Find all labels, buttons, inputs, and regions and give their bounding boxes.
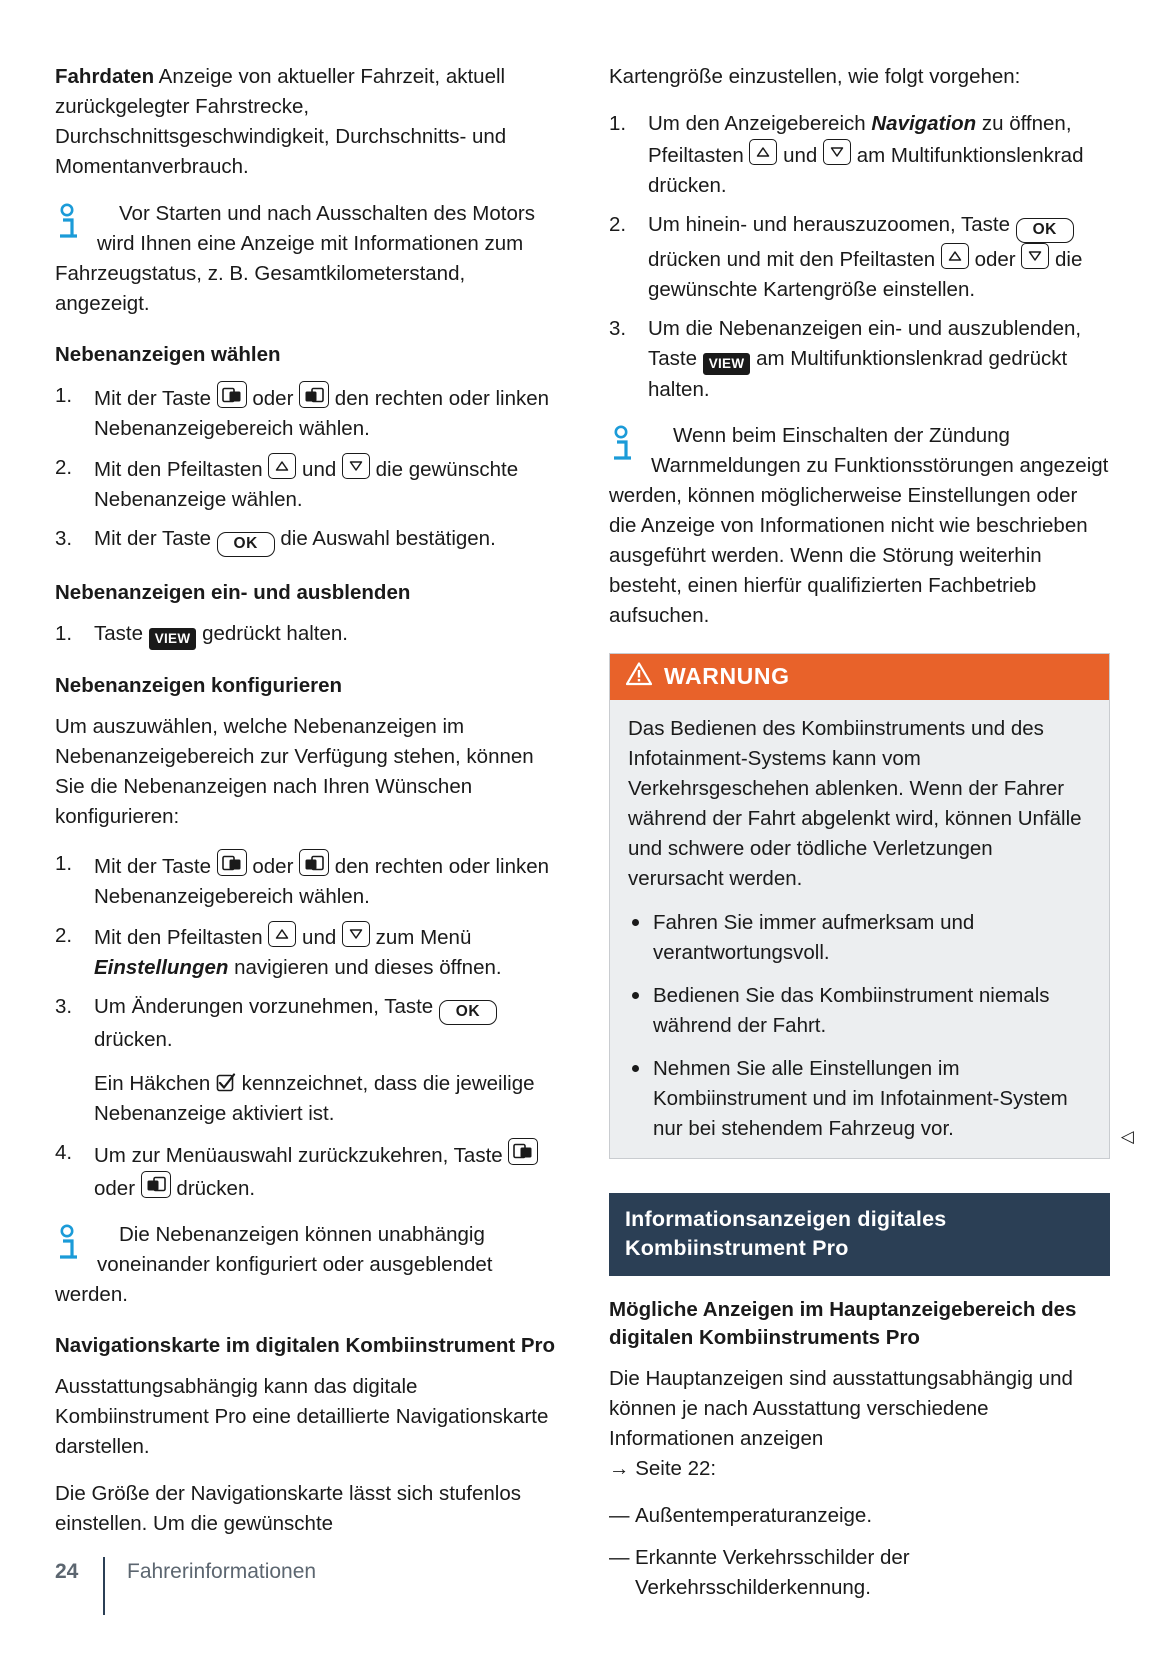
heading-navigationskarte: Navigationskarte im digitalen Kombiinstrument Pro	[55, 1333, 556, 1357]
step-number: 3.	[55, 527, 73, 550]
step-text: den rechten oder linken Nebenanzeigebereich wählen.	[94, 387, 550, 440]
chapter-title: Fahrerinformationen	[127, 1560, 317, 1583]
heading-nebenanzeigen-waehlen: Nebenanzeigen wählen	[55, 343, 281, 366]
page-footer	[55, 1543, 1110, 1601]
ok-key-icon: OK	[217, 532, 275, 557]
arrow-down-key-icon	[342, 453, 370, 479]
page-columns	[55, 62, 1134, 1615]
arrow-up-key-icon	[268, 921, 296, 947]
step-text: zum Menü	[369, 926, 472, 949]
step-number: 4.	[55, 1140, 73, 1164]
ok-key-icon: OK	[1016, 218, 1074, 243]
step-text: und	[296, 926, 342, 949]
warning-box	[609, 653, 1110, 1159]
right-display-key-icon	[217, 381, 247, 408]
note-unabhaengig	[55, 1220, 556, 1310]
heading-nebenanzeigen-konfigurieren: Nebenanzeigen konfigurieren	[55, 674, 343, 697]
step-text: den rechten oder linken Nebenanzeigebereich wählen.	[94, 855, 550, 908]
substep-text	[94, 1069, 556, 1129]
step-number: 1.	[55, 852, 73, 875]
list-nebenanzeigen-konfigurieren	[55, 849, 556, 1204]
step-number: 1.	[609, 112, 627, 135]
konfigurieren-intro: Um auszuwählen, welche Nebenanzeigen im Nebenanzeigebereich zur Verfügung stehen, können Sie die Nebenanzeigen nach Ihren Wünschen konfigurieren:	[55, 715, 534, 828]
step-text: zu öffnen, Pfeiltasten	[648, 112, 1072, 167]
bullet-dot-icon	[632, 1065, 639, 1072]
step-text: Taste	[94, 621, 149, 645]
step-text: Mit der Taste	[94, 387, 217, 410]
list-item	[55, 849, 556, 912]
step-text: die gewünschte Kartengröße einstellen.	[648, 247, 1083, 301]
step-text: am Multifunktionslenkrad gedrückt halten.	[648, 346, 1068, 401]
note-text: Wenn beim Einschalten der Zündung Warnmeldungen zu Funktionsstörungen angezeigt werden, können möglicherweise Einstellungen oder die Anzeige von Informationen nicht wie beschrieben ausgeführt werden. Wenn die Störung weiterhin besteht, einen hierfür qualifizierten Fachbetrieb aufsuchen.	[609, 424, 1109, 627]
list-item	[628, 1054, 1091, 1144]
info-icon	[55, 1223, 93, 1263]
list-item	[55, 381, 556, 444]
step-text: am Multifunktionslenkrad drücken.	[648, 144, 1084, 197]
section-banner	[609, 1193, 1110, 1276]
fahrdaten-paragraph	[55, 62, 556, 182]
info-icon	[609, 424, 647, 464]
dash-marker: —	[609, 1546, 630, 1569]
list-item	[628, 981, 1091, 1041]
step-number: 1.	[55, 621, 73, 645]
checkbox-checked-icon	[216, 1072, 236, 1092]
list-item	[55, 453, 556, 515]
list-item	[609, 210, 1110, 305]
list-item	[55, 992, 556, 1129]
ok-key-icon: OK	[439, 1000, 497, 1025]
step-text: navigieren und dieses öffnen.	[228, 956, 502, 979]
step-text: Mit den Pfeiltasten	[94, 926, 269, 949]
warning-text: Das Bedienen des Kombiinstruments und des Infotainment-Systems kann vom Verkehrsgeschehen ablenken. Wenn der Fahrer während der Fahrt abgelenkt wird, können Unfälle und schwere oder tödliche Verletzungen verursacht werden.	[628, 717, 1082, 890]
arrow-up-key-icon	[941, 243, 969, 269]
list-item	[55, 524, 556, 557]
warning-body	[610, 700, 1109, 1158]
section-end-marker: ◁	[1120, 1127, 1134, 1146]
step-text: Um die Nebenanzeigen ein- und auszublenden, Taste	[648, 316, 1082, 370]
right-column	[609, 62, 1134, 1615]
step-text: oder	[246, 855, 300, 878]
list-nebenanzeigen-waehlen	[55, 381, 556, 557]
step-text: Mit den Pfeiltasten	[94, 458, 269, 481]
bullet-dot-icon	[632, 919, 639, 926]
step-text: die Auswahl bestätigen.	[274, 527, 496, 550]
right-display-key-icon	[217, 849, 247, 876]
arrow-up-key-icon	[268, 453, 296, 479]
left-display-key-icon	[299, 849, 329, 876]
step-text: Ein Häkchen	[94, 1071, 216, 1095]
arrow-down-key-icon	[342, 921, 370, 947]
list-item	[609, 1501, 1110, 1531]
step-text: kennzeichnet, dass die jeweilige Nebenanzeige aktiviert ist.	[94, 1071, 535, 1125]
warning-title: WARNUNG	[664, 663, 790, 689]
list-item	[55, 619, 556, 651]
warning-triangle-icon	[626, 662, 652, 691]
step-text: drücken.	[94, 1027, 173, 1051]
heading-moegliche-anzeigen: Mögliche Anzeigen im Hauptanzeigebereich des digitalen Kombiinstruments Pro	[609, 1298, 1077, 1349]
step-text: Um Änderungen vorzunehmen, Taste	[94, 995, 439, 1018]
warning-header	[610, 654, 1109, 700]
step-text: oder	[94, 1176, 141, 1200]
section-banner-title: Informationsanzeigen digitales Kombiinstrument Pro	[625, 1207, 947, 1260]
step-text: Mit der Taste	[94, 855, 217, 878]
footer-divider	[103, 1557, 105, 1615]
step-text: Um hinein- und herauszuzoomen, Taste	[648, 213, 1016, 236]
continuation-paragraph: Kartengröße einzustellen, wie folgt vorgehen:	[609, 65, 1021, 88]
page-reference: → Seite 22:	[609, 1457, 717, 1480]
view-key-icon: VIEW	[149, 628, 197, 651]
note-text: Die Nebenanzeigen können unabhängig voneinander konfiguriert oder ausgeblendet werden.	[55, 1222, 493, 1306]
step-number: 2.	[55, 924, 73, 947]
navigationskarte-paragraph-1: Ausstattungsabhängig kann das digitale Kombiinstrument Pro eine detaillierte Navigationskarte darstellen.	[55, 1374, 549, 1458]
warning-bullet-list	[628, 908, 1091, 1144]
list-nebenanzeigen-einblenden	[55, 619, 556, 651]
step-text: und	[296, 458, 342, 481]
hauptanzeigen-paragraph: Die Hauptanzeigen sind ausstattungsabhängig und können je nach Ausstattung verschiedene Informationen anzeigen	[609, 1367, 1073, 1450]
list-item	[55, 921, 556, 983]
fahrdaten-term: Fahrdaten	[55, 65, 155, 88]
info-icon	[55, 202, 93, 242]
left-column	[55, 62, 556, 1615]
note-text: Vor Starten und nach Ausschalten des Motors wird Ihnen eine Anzeige mit Informationen zum Fahrzeugstatus, z. B. Gesamtkilometerstand, angezeigt.	[55, 202, 535, 315]
arrow-up-key-icon	[749, 139, 777, 165]
menu-name: Navigation	[871, 112, 977, 135]
step-number: 2.	[609, 213, 627, 236]
bullet-text: Nehmen Sie alle Einstellungen im Kombiinstrument und im Infotainment-System nur bei stehendem Fahrzeug vor.	[653, 1057, 1068, 1140]
list-item	[609, 314, 1110, 406]
step-text: oder	[968, 247, 1022, 271]
arrow-down-key-icon	[1021, 243, 1049, 269]
step-text: und	[777, 144, 824, 167]
step-text: gedrückt halten.	[196, 621, 348, 645]
step-text: drücken.	[170, 1176, 256, 1200]
left-display-key-icon	[141, 1171, 171, 1198]
arrow-down-key-icon	[823, 139, 851, 165]
list-item	[55, 1138, 556, 1204]
bullet-text: Bedienen Sie das Kombiinstrument niemals während der Fahrt.	[653, 984, 1050, 1037]
list-item-text: Erkannte Verkehrsschilder der Verkehrsschilderkennung.	[635, 1546, 910, 1599]
bullet-text: Fahren Sie immer aufmerksam und verantwortungsvoll.	[653, 911, 975, 964]
step-text: drücken und mit den Pfeiltasten	[648, 247, 941, 271]
warning-box-wrapper	[609, 653, 1134, 1159]
list-item	[628, 908, 1091, 968]
right-display-key-icon	[508, 1138, 538, 1165]
page-number: 24	[55, 1560, 79, 1583]
note-vehicle-status	[55, 199, 556, 319]
menu-name: Einstellungen	[94, 956, 229, 979]
step-text: die gewünschte Nebenanzeige wählen.	[94, 458, 519, 511]
view-key-icon: VIEW	[703, 353, 751, 376]
step-text: Um den Anzeigebereich	[648, 112, 872, 135]
list-item	[609, 109, 1110, 201]
heading-nebenanzeigen-einblenden: Nebenanzeigen ein- und ausblenden	[55, 580, 411, 604]
note-warnmeldungen	[609, 421, 1110, 631]
left-display-key-icon	[299, 381, 329, 408]
fahrdaten-text: Anzeige von aktueller Fahrzeit, aktuell zurückgelegter Fahrstrecke, Durchschnittsgeschwindigkeit, Durchschnitts- und Momentanverbrauch.	[55, 65, 507, 178]
dash-marker: —	[609, 1504, 630, 1527]
step-text: Um zur Menüauswahl zurückzukehren, Taste	[94, 1143, 509, 1167]
list-kartengroesse	[609, 109, 1110, 405]
list-item-text: Außentemperaturanzeige.	[635, 1504, 873, 1527]
step-number: 2.	[55, 456, 73, 479]
step-number: 3.	[55, 995, 73, 1018]
step-number: 1.	[55, 384, 73, 407]
step-number: 3.	[609, 316, 627, 340]
navigationskarte-paragraph-2: Die Größe der Navigationskarte lässt sich stufenlos einstellen. Um die gewünschte	[55, 1481, 522, 1535]
step-text: Mit der Taste	[94, 527, 217, 550]
bullet-dot-icon	[632, 992, 639, 999]
step-text: oder	[246, 387, 300, 410]
